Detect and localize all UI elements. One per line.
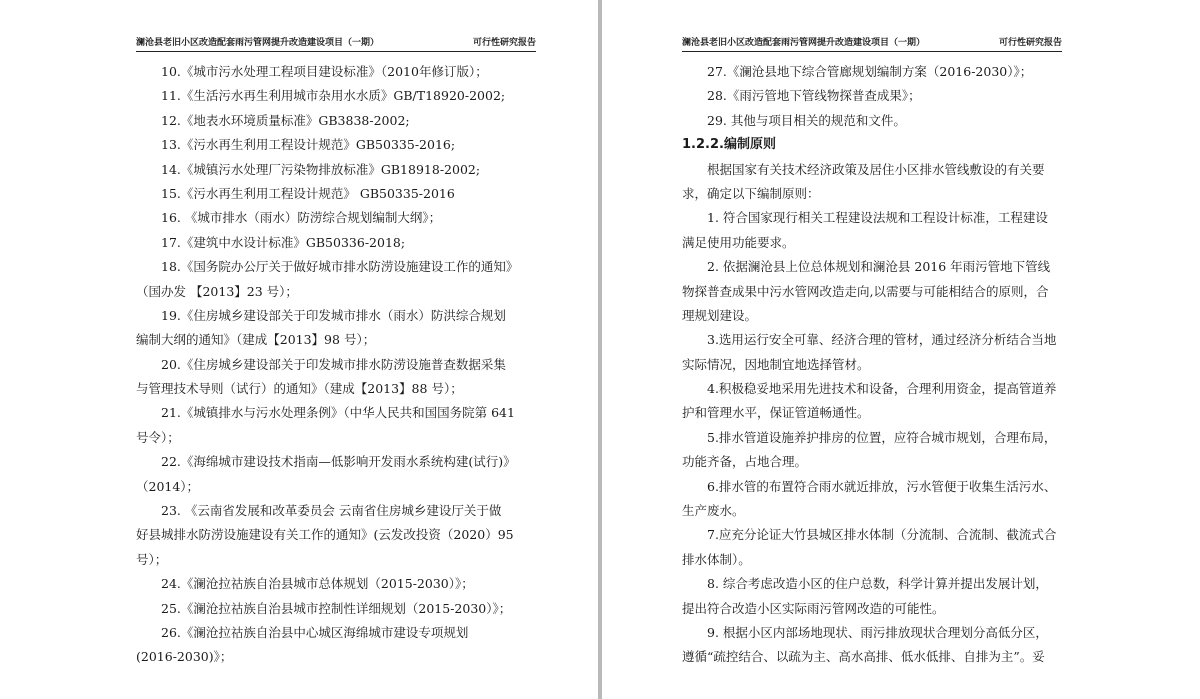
text-line: 23. 《云南省发展和改革委员会 云南省住房城乡建设厅关于做 <box>161 503 502 519</box>
text-line: 满足使用功能要求。 <box>682 234 795 250</box>
text-line: 29. 其他与项目相关的规范和文件。 <box>707 112 906 128</box>
text-line: 17.《建筑中水设计标准》GB50336-2018; <box>161 234 406 250</box>
text-line: 27.《澜沧县地下综合管廊规划编制方案（2016-2030）》； <box>707 64 1033 79</box>
right-page-body <box>682 60 1066 670</box>
text-line: 遵循“疏控结合、以疏为主、高水高排、低水低排、自排为主”。妥 <box>682 649 1045 665</box>
header-report-type: 可行性研究报告 <box>998 38 1062 48</box>
left-page-header <box>136 36 536 50</box>
text-line: 24.《澜沧拉祜族自治县城市总体规划（2015-2030）》； <box>161 576 474 592</box>
text-line: 28.《雨污管地下管线物探普查成果》； <box>707 88 921 104</box>
text-line: 26.《澜沧拉祜族自治县中心城区海绵城市建设专项规划 <box>161 624 469 640</box>
text-line: 14.《城镇污水处理厂污染物排放标准》GB18918-2002; <box>161 161 481 177</box>
text-line: 4.积极稳妥地采用先进技术和设备，合理利用资金，提高管道养 <box>707 381 1057 397</box>
text-line: 1. 符合国家现行相关工程建设法规和工程设计标准，工程建设 <box>707 210 1048 226</box>
text-line: （2014）； <box>136 478 200 494</box>
right-page-header <box>682 36 1062 50</box>
text-line: 实际情况，因地制宜地选择管材。 <box>682 356 870 372</box>
text-line: 16. 《城市排水（雨水）防涝综合规划编制大纲》； <box>161 210 442 226</box>
text-line: 号）； <box>136 551 168 567</box>
header-report-type: 可行性研究报告 <box>472 38 536 48</box>
text-line: 19.《住房城乡建设部关于印发城市排水（雨水）防洪综合规划 <box>161 307 506 323</box>
text-line: 10.《城市污水处理工程项目建设标准》（2010年修订版）； <box>161 64 488 79</box>
text-line: 理规划建设。 <box>682 307 758 323</box>
text-line: 2. 依据澜沧县上位总体规划和澜沧县 2016 年雨污管地下管线 <box>707 259 1051 275</box>
text-line: 20.《住房城乡建设部关于印发城市排水防涝设施普查数据采集 <box>161 356 506 372</box>
left-page <box>0 0 598 699</box>
text-line: （国办发 【2013】23 号）； <box>136 283 298 299</box>
right-page <box>602 0 1200 699</box>
text-line: 12.《地表水环境质量标准》GB3838-2002; <box>161 112 410 128</box>
text-line: 提出符合改造小区实际雨污管网改造的可能性。 <box>682 600 945 616</box>
header-rule <box>682 51 1062 52</box>
header-rule <box>136 51 536 52</box>
text-line: (2016-2030)》； <box>136 649 233 665</box>
text-line: 6.排水管的布置符合雨水就近排放，污水管便于收集生活污水、 <box>707 478 1057 494</box>
text-line: 25.《澜沧拉祜族自治县城市控制性详细规划（2015-2030）》； <box>161 600 512 616</box>
text-line: 编制大纲的通知》（建成【2013】98 号）； <box>136 332 376 348</box>
section-heading: 1.2.2.编制原则 <box>682 137 776 153</box>
text-line: 7.应充分论证大竹县城区排水体制（分流制、合流制、截流式合 <box>707 527 1057 543</box>
text-line: 3.选用运行安全可靠、经济合理的管材，通过经济分析结合当地 <box>707 332 1057 348</box>
text-line: 5.排水管道设施养护排房的位置，应符合城市规划，合理布局， <box>707 429 1057 445</box>
header-project-title: 澜沧县老旧小区改造配套雨污管网提升改造建设项目（一期） <box>136 38 380 48</box>
text-line: 21.《城镇排水与污水处理条例》（中华人民共和国国务院第 641 <box>161 405 515 421</box>
text-line: 与管理技术导则（试行）的通知》（建成【2013】88 号）； <box>136 381 463 397</box>
text-line: 8. 综合考虑改造小区的住户总数，科学计算并提出发展计划， <box>707 576 1048 592</box>
text-line: 求，确定以下编制原则： <box>682 185 820 201</box>
text-line: 根据国家有关技术经济政策及居住小区排水管线敷设的有关要 <box>707 161 1045 177</box>
text-line: 生产废水。 <box>682 503 745 519</box>
text-line: 13.《污水再生利用工程设计规范》GB50335-2016; <box>161 137 456 153</box>
text-line: 排水体制）。 <box>682 551 751 567</box>
text-line: 功能齐备，占地合理。 <box>682 454 808 470</box>
text-line: 18.《国务院办公厅关于做好城市排水防涝设施建设工作的通知》 <box>161 259 519 275</box>
text-line: 护和管理水平，保证管道畅通性。 <box>682 405 870 421</box>
text-line: 15.《污水再生利用工程设计规范》 GB50335-2016 <box>161 185 455 201</box>
left-page-body <box>136 60 536 670</box>
text-line: 22.《海绵城市建设技术指南—低影响开发雨水系统构建(试行)》 <box>161 454 516 470</box>
header-project-title: 澜沧县老旧小区改造配套雨污管网提升改造建设项目（一期） <box>682 38 926 48</box>
text-line: 11.《生活污水再生利用城市杂用水水质》GB/T18920-2002; <box>161 88 506 104</box>
text-line: 9. 根据小区内部场地现状、雨污排放现状合理划分高低分区， <box>707 624 1048 640</box>
text-line: 好县城排水防涝设施建设有关工作的通知》(云发改投资（2020）95 <box>136 527 514 543</box>
text-line: 号令）； <box>136 429 180 445</box>
text-line: 物探普查成果中污水管网改造走向,以需要与可能相结合的原则，合 <box>682 283 1049 299</box>
